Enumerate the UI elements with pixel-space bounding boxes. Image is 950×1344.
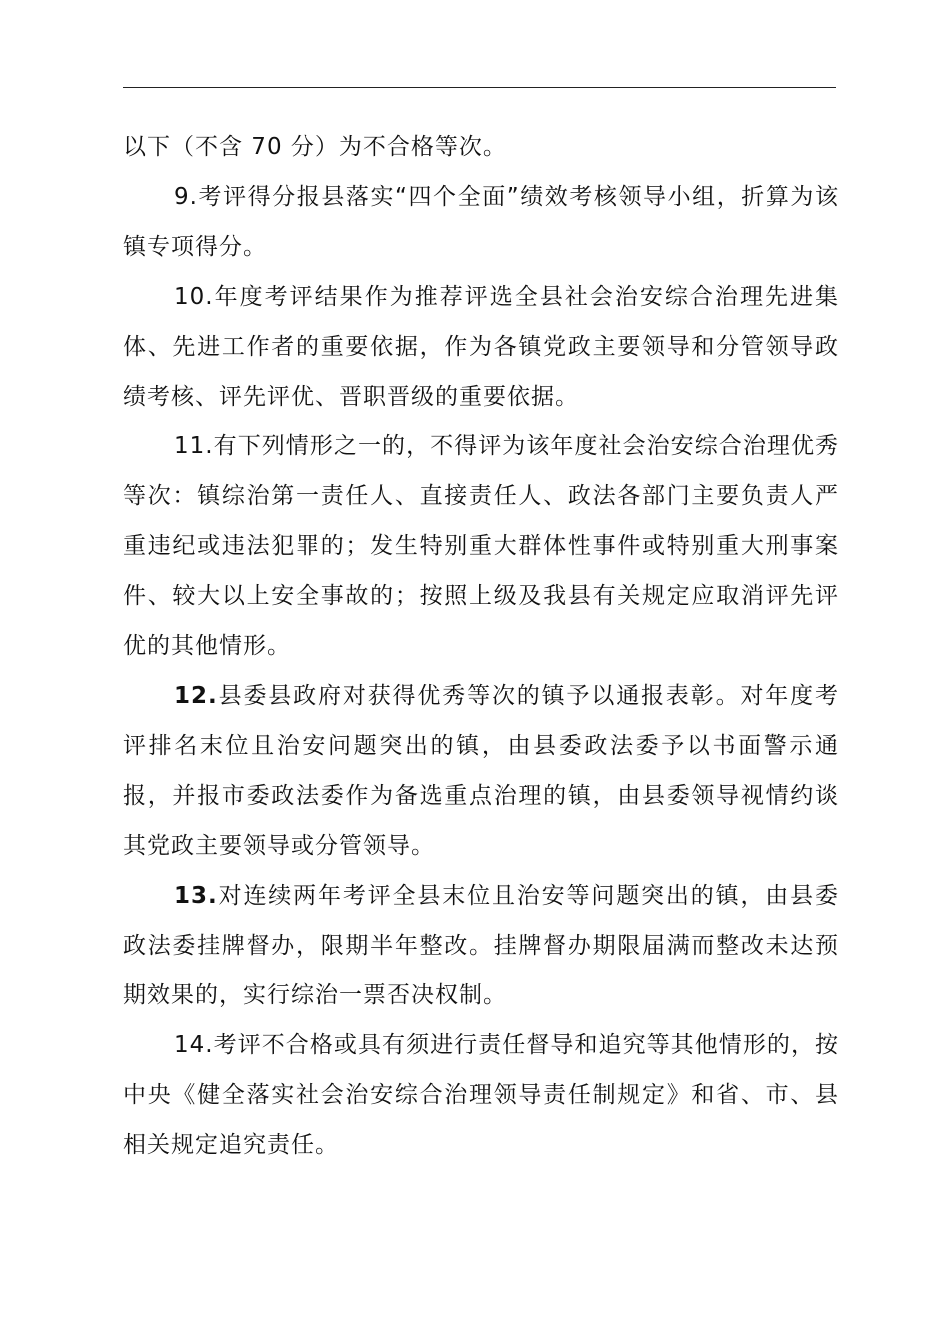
item-number: 13. [174,882,218,909]
paragraph-text: 以下（不含 70 分）为不合格等次。 [123,134,507,160]
item-number: 9. [174,183,198,210]
paragraph-item-9 [123,173,839,273]
paragraph-item-14 [123,1021,839,1171]
paragraph-text: 有下列情形之一的，不得评为该年度社会治安综合治理优秀等次：镇综治第一责任人、直接责任人、政法各部门主要负责人严重违纪或违法犯罪的；发生特别重大群体性事件或特别重大刑事案件、较大以上安全事故的；按照上级及我县有关规定应取消评先评优的其他情形。 [123,433,839,660]
paragraph-continuation [123,123,839,173]
paragraph-item-11 [123,422,839,672]
header-rule [123,87,836,88]
paragraph-text: 考评得分报县落实“四个全面”绩效考核领导小组，折算为该镇专项得分。 [123,183,839,260]
document-body [123,123,839,1171]
paragraph-text: 年度考评结果作为推荐评选全县社会治安综合治理先进集体、先进工作者的重要依据，作为各镇党政主要领导和分管领导政绩考核、评先评优、晋职晋级的重要依据。 [123,283,839,410]
paragraph-text: 考评不合格或具有须进行责任督导和追究等其他情形的，按中央《健全落实社会治安综合治理领导责任制规定》和省、市、县相关规定追究责任。 [123,1032,839,1159]
item-number: 12. [174,682,218,709]
paragraph-text: 对连续两年考评全县末位且治安等问题突出的镇，由县委政法委挂牌督办，限期半年整改。挂牌督办期限届满而整改未达预期效果的，实行综治一票否决权制。 [123,882,839,1009]
item-number: 10. [174,283,214,310]
paragraph-item-13 [123,872,839,1022]
item-number: 14. [174,1032,214,1059]
paragraph-text: 县委县政府对获得优秀等次的镇予以通报表彰。对年度考评排名末位且治安问题突出的镇，由县委政法委予以书面警示通报，并报市委政法委作为备选重点治理的镇，由县委领导视情约谈其党政主要领导或分管领导。 [123,682,839,859]
item-number: 11. [174,433,214,460]
paragraph-item-10 [123,273,839,423]
paragraph-item-12 [123,672,839,872]
